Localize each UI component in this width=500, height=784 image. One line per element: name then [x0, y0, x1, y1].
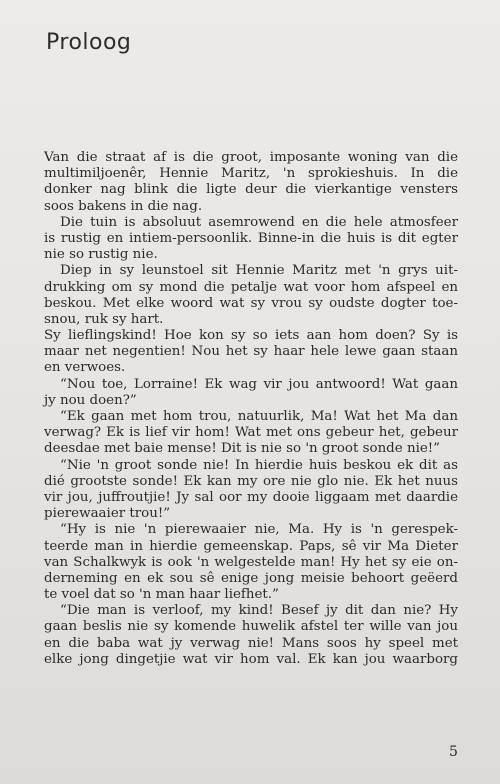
text-line: dié grootste sonde! Ek kan my ore nie glo nie. Ek het nuus [44, 473, 458, 489]
text-line: donker nag blink die ligte deur die vierkantige vensters [44, 182, 458, 198]
text-line: jy nou doen?” [44, 392, 137, 408]
text-line: “Ek gaan met hom trou, natuurlik, Ma! Wat het Ma dan [60, 409, 458, 424]
text-line: “Nie 'n groot sonde nie! In hierdie huis beskou ek dit as [60, 457, 458, 473]
text-line: multimiljoenêr, Hennie Maritz, 'n sprokieshuis. In die [44, 166, 458, 182]
text-line: beskou. Met elke woord wat sy vrou sy oudste dogter toe- [44, 295, 458, 311]
text-line: Sy liefl​ingskind! Hoe kon sy so iets aan hom doen? Sy is [44, 328, 458, 344]
text-line: soos bakens in die nag. [44, 198, 203, 214]
text-line: “Hy is nie 'n pierewaaier nie, Ma. Hy is 'n gerespek- [60, 522, 458, 538]
text-line: pierewaaier trou!” [44, 506, 171, 522]
text-line: nie so rustig nie. [44, 247, 158, 263]
text-line: en verwoes. [44, 360, 126, 376]
text-line: verwag? Ek is lief vir hom! Wat met ons gebeur het, gebeur [44, 425, 458, 441]
text-line: derneming en ek sou sê enige jong meisie behoort geëerd [44, 570, 458, 586]
text-line: vir jou, juffroutjie! Jy sal oor my dooie liggaam met daardie [44, 489, 458, 505]
text-line: Van die straat af is die groot, imposante woning van die [44, 150, 458, 165]
text-line: is rustig en intiem-persoonlik. Binne-in die huis is dit egter [44, 230, 458, 246]
body-text [44, 150, 458, 668]
text-line: snou, ruk sy hart. [44, 311, 164, 327]
text-line: Diep in sy leunstoel sit Hennie Maritz met 'n grys uit- [60, 263, 458, 279]
page-number: 5 [449, 744, 458, 760]
text-line: deesdae met baie mense! Dit is nie so 'n groot sonde nie!” [44, 441, 440, 457]
text-line: maar net negentien! Nou het sy haar hele lewe gaan staan [44, 344, 458, 360]
text-line: gaan beslis nie sy komende huwelik afstel ter wille van jou [44, 619, 458, 635]
text-line: elke jong dingetjie wat vir hom val. Ek kan jou waarborg [44, 651, 458, 667]
text-line: te voel dat so 'n man haar liefhet.” [44, 587, 279, 603]
text-line: van Schalkwyk is ook 'n welgestelde man! Hy het sy eie on- [44, 554, 458, 570]
chapter-title: Proloog [46, 30, 132, 55]
text-line: teerde man in hierdie gemeenskap. Paps, sê vir Ma Dieter [44, 538, 458, 554]
text-line: drukking om sy mond die petalje wat voor hom afspeel en [44, 279, 458, 295]
text-line: “Die man is verloof, my kind! Besef jy dit dan nie? Hy [60, 603, 458, 619]
text-line: “Nou toe, Lorraine! Ek wag vir jou antwoord! Wat gaan [60, 376, 458, 392]
text-line: Die tuin is absoluut asemrowend en die hele atmosfeer [60, 214, 458, 230]
text-line: en die baba wat jy verwag nie! Mans soos hy speel met [44, 635, 458, 651]
